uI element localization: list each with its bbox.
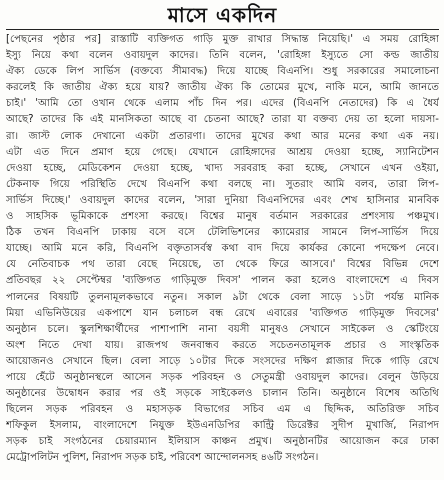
article-line: [পেছনের পৃষ্ঠার পর] রাস্তাটি ব্যক্তিগত গাড়ি মুক্ত রাখার সিদ্ধান্ত নিয়েছি।' এ সময় রোহিঙ্গা	[6, 34, 439, 45]
article-line: শফিকুল ইসলাম, বাংলাদেশে নিযুক্ত ইউএনডিপির কান্ট্রি ডিরেক্টর সুদীপ মুখার্জি, নিরাপদ	[6, 420, 439, 432]
article-line: যাচ্ছে। আমি মনে করি, বিএনপি বক্তৃতাসর্বস্ব কথা বাদ দিয়ে কার্যকর কোনো পদক্ষেপ নেবে।	[6, 243, 439, 255]
article-line: অনুষ্ঠানের উদ্বোধন করার পর ওই সড়কে সাইকেলও চালান তিনি। অনুষ্ঠানে বিশেষ অতিথি	[6, 388, 439, 400]
article-line: আয়োজনও সেখানে ছিল। বেলা সাড়ে ১০টার দিকে সংসদের দক্ষিণ প্লাজার দিকে গাড়ি রেখে	[6, 355, 439, 367]
article-line: দেওয়া হচ্ছে, মেডিকেশন দেওয়া হচ্ছে, খাদ্য সরবরাহ করা হচ্ছে, সেখানে এখন ওইয়া,	[6, 162, 439, 174]
article-body	[6, 32, 439, 467]
article-line: সড়ক চাই সংগঠনের চেয়ারম্যান ইলিয়াস কাঞ্চন প্রমুখ। অনুষ্ঠানটির আয়োজন করে ঢাকা	[6, 436, 439, 448]
article-line: প্রতিবছর ২২ সেপ্টেম্বর 'ব্যক্তিগত গাড়িমুক্ত দিবস' পালন করা হলেও বাংলাদেশে এ দিবস	[6, 275, 439, 287]
article-line: ঠিক তখন বিএনপি ঢাকায় বসে বসে টেলিভিশনের ক্যামেরার সামনে লিপ-সার্ভিস দিয়ে	[6, 227, 439, 239]
article-line: পায়ে হেঁটে অনুষ্ঠানস্থলে আসেন সড়ক পরিবহন ও সেতুমন্ত্রী ওবায়দুল কাদের। বেলুন উড়িয়ে	[6, 371, 439, 383]
article-line: ও সাহসিক ভূমিকাকে প্রশংসা করছে। বিশ্বের মানুষ বর্তমান সরকারের প্রশংসায় পঞ্চমুখ।	[6, 211, 439, 223]
article-line: ইস্যু নিয়ে কথা বলেন ওবায়দুল কাদের। তিনি বলেন, 'রোহিঙ্গা ইস্যুতে সো কল্ড জাতীয়	[6, 50, 439, 62]
article-line: সার্ভিস দিচ্ছে।' ওবায়দুল কাদের বলেন, 'সারা দুনিয়া বিএনপিদের এবং শেখ হাসিনার মানবিক	[6, 194, 439, 206]
article-line: অংশ নিতে দেখা যায়। রাজপথ জনবান্ধব করতে সচেতনতামূলক প্রচার ও সাংস্কৃতিক	[6, 339, 439, 351]
article-line: এটা এত দিনে প্রমাণ হয়ে গেছে। যেখানে রোহিঙ্গাদের আশ্রয় দেওয়া হচ্ছে, স্যানিটেশন	[6, 146, 439, 158]
article-line: ঐক্য ডেকে লিপ সার্ভিস (বক্তব্যে সীমাবদ্ধ) দিয়ে যাচ্ছে বিএনপি। শুধু সরকারের সমালোচনা	[6, 66, 439, 78]
headline-box	[6, 2, 439, 30]
article-line: রা। জাস্ট লোক দেখানো একটা প্রতারণা। তাদের মুখের কথা আর মনের কথা এক নয়।	[6, 130, 439, 142]
article-line: মেট্রোপলিটন পুলিশ, নিরাপদ সড়ক চাই, পরিবেশ আন্দোলনসহ ৪৬টি সংগঠন।	[6, 452, 319, 464]
article-line: পালনের বিষয়টি তুলনামূলকভাবে নতুন। সকাল ৯টা থেকে বেলা সাড়ে ১১টা পর্যন্ত মানিক	[6, 291, 439, 303]
article-line: করলেই কি জাতীয় ঐক্য হয়ে যায়? জাতীয় ঐক্য কি তোমের মুখে, নাকি মনে, আমি জানতে	[6, 82, 439, 94]
article-line: চাই।' 'আমি তো ওখান থেকে এলাম পাঁচ দিন পর। এদের (বিএনপি নেতাদের) কি এ ধৈর্য	[6, 98, 439, 110]
headline: মাসে একদিন	[167, 3, 278, 27]
article-line: অনুষ্ঠান চলে। স্কুলশিক্ষার্থীদের পাশাপাশি নানা বয়সী মানুষও সেখানে সাইকেল ও স্কেটিংয়ে	[6, 323, 439, 335]
article-line: মিয়া এভিনিউয়ের একপাশে যান চলাচল বন্ধ রেখে এবারের 'ব্যক্তিগত গাড়িমুক্ত দিবসের'	[6, 307, 439, 319]
article-line: আছে? তাদের কি এই মানসিকতা আছে বা চেতনা আছে? তারা যা বক্তব্য দেয় তা হলো দায়সা-	[6, 114, 439, 126]
article-line: টেকনাফ গিয়ে পরিস্থিতি দেখে বিএনপি কথা বলছে না। সুতরাং আমি বলব, তারা লিপ-	[6, 178, 439, 190]
article-line: ছিলেন সড়ক পরিবহন ও মহাসড়ক বিভাগের সচিব এম এ ছিদ্দিক, অতিরিক্ত সচিব	[6, 404, 439, 416]
article-line: যে নেতিবাচক পথ তারা বেছে নিয়েছে, তা থেকে ফিরে আসবে।' বিশ্বের বিভিন্ন দেশে	[6, 259, 439, 271]
